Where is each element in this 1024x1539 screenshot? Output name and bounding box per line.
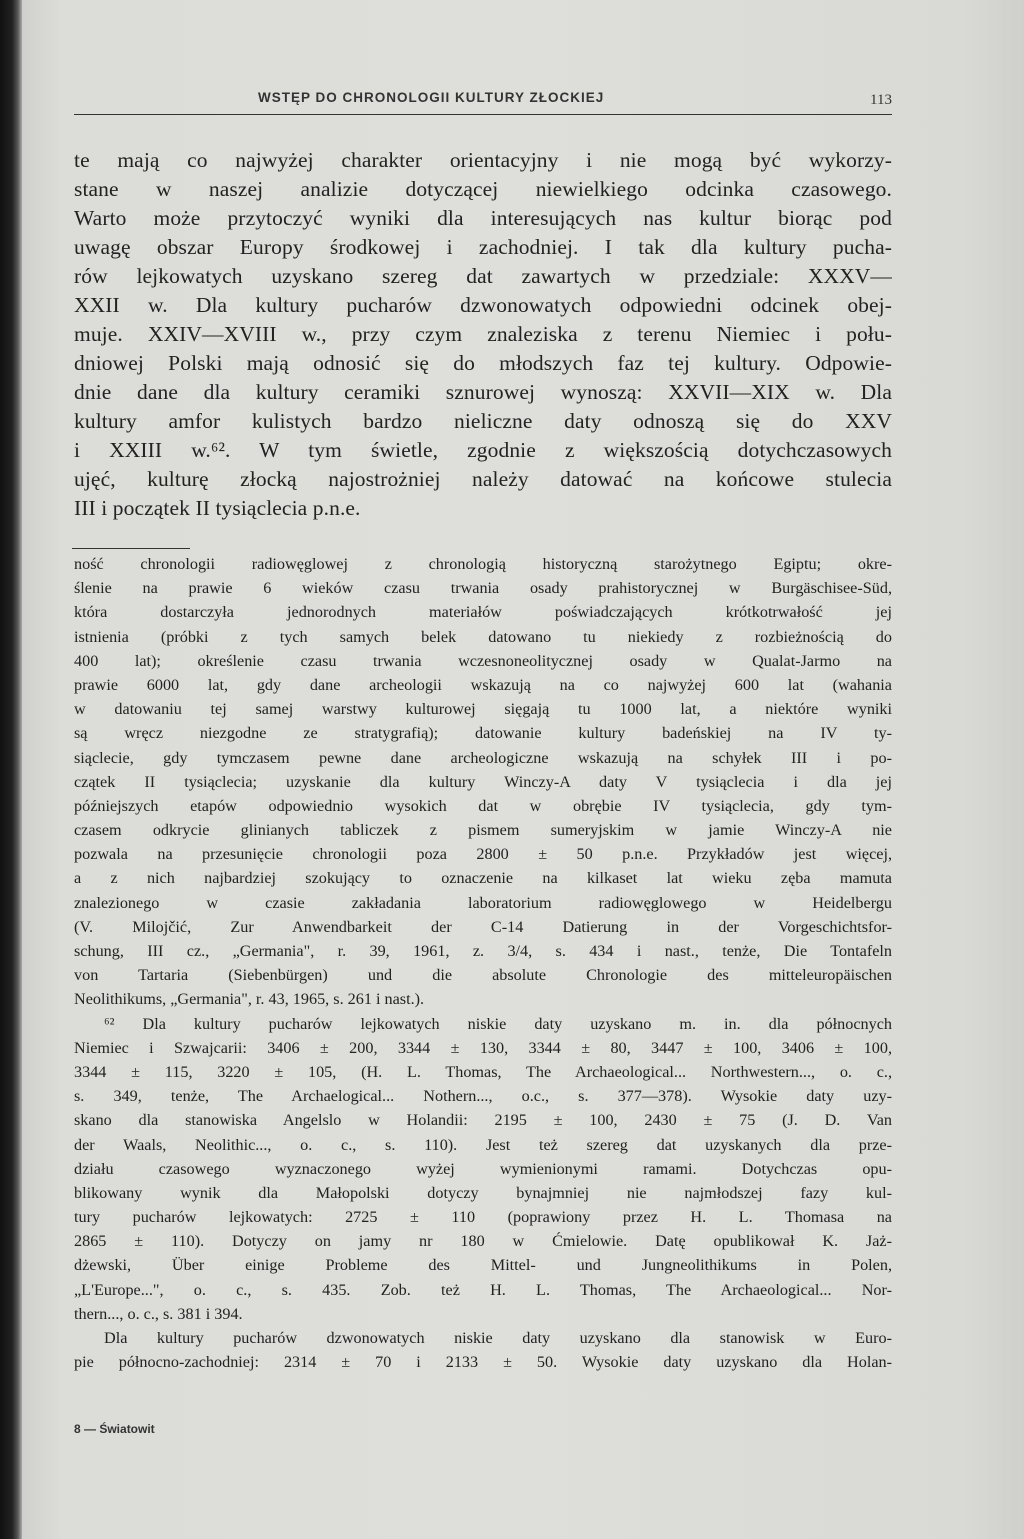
footnote-line: blikowany wynik dla Małopolski dotyczy bynajmniej nie najmłodszej fazy kul-	[74, 1183, 892, 1202]
footnote-line: schung, III cz., „Germania", r. 39, 1961, z. 3/4, s. 434 i nast., tenże, Die Tontafeln	[74, 942, 892, 960]
footnote-line: 2865 ± 110). Dotyczy on jamy nr 180 w Ćmielowie. Datę opublikował K. Jaż-	[74, 1232, 892, 1251]
footnote-line: późniejszych etapów odpowiednio wysokich dat w obrębie IV tysiąclecia, gdy tym-	[74, 796, 892, 815]
footnote-line: Neolithikums, „Germania", r. 43, 1965, s. 261 i nast.).	[74, 990, 425, 1009]
main-text-line: te mają co najwyżej charakter orientacyjny i nie mogą być wykorzy-	[74, 148, 892, 172]
footnote-line: która dostarczyła jednorodnych materiałów poświadczających krótkotrwałość jej	[74, 603, 892, 622]
footnote-line: znalezionego w czasie zakładania laboratorium radiowęglowego w Heidelbergu	[74, 893, 892, 912]
footnote-line: czasem odkrycie glinianych tabliczek z pismem sumeryjskim w jamie Winczy-A nie	[74, 821, 892, 840]
main-text	[74, 146, 892, 523]
main-text-line: dniowej Polski mają odnosić się do młodszych faz tej kultury. Odpowie-	[74, 351, 892, 375]
footnote-line: siąclecie, gdy tymczasem pewne dane archeologiczne wskazują na schyłek III i po-	[74, 748, 892, 767]
footnote-line: a z nich najbardziej szokujący to oznaczenie na kilkaset lat wieku zęba mamuta	[74, 869, 892, 888]
book-binding-edge	[0, 0, 22, 1539]
footnote-line: pie północno-zachodniej: 2314 ± 70 i 2133 ± 50. Wysokie daty uzyskano dla Holan-	[74, 1353, 892, 1372]
main-text-line: stane w naszej analizie dotyczącej niewielkiego odcinka czasowego.	[74, 177, 892, 201]
footnote-line: działu czasowego wyznaczonego wyżej wymienionymi ramami. Dotychczas opu-	[74, 1159, 892, 1178]
footnote-line: prawie 6000 lat, gdy dane archeologii wskazują na co najwyżej 600 lat (wahania	[74, 675, 892, 694]
footnote-line: istnienia (próbki z tych samych belek datowano tu niekiedy z rozbieżnością do	[74, 627, 892, 646]
footnote-line: Niemiec i Szwajcarii: 3406 ± 200, 3344 ± 130, 3344 ± 80, 3447 ± 100, 3406 ± 100,	[74, 1038, 892, 1057]
footnote-line: ślenie na prawie 6 wieków czasu trwania osady prahistorycznej w Burgäschisee-Süd,	[74, 579, 892, 598]
footnote-separator	[72, 548, 190, 549]
signature-mark: 8 — Światowit	[74, 1422, 155, 1436]
footnote-line: tury pucharów lejkowatych: 2725 ± 110 (poprawiony przez H. L. Thomasa na	[74, 1208, 892, 1227]
footnote-line: von Tartaria (Siebenbürgen) und die absolute Chronologie des mitteleuropäischen	[74, 966, 892, 985]
footnote-line: thern..., o. c., s. 381 i 394.	[74, 1304, 243, 1323]
footnote-line: skano dla stanowiska Angelslo w Holandii: 2195 ± 100, 2430 ± 75 (J. D. Van	[74, 1111, 892, 1130]
footnote-line: 3344 ± 115, 3220 ± 105, (H. L. Thomas, The Archaeological... Northwestern..., o. c.,	[74, 1062, 892, 1081]
footnote-line: czątek II tysiąclecia; uzyskanie dla kultury Winczy-A daty V tysiąclecia i dla jej	[74, 772, 892, 791]
footnote-line: Dla kultury pucharów dzwonowatych niskie daty uzyskano dla stanowisk w Euro-	[104, 1329, 892, 1347]
main-text-line: uwagę obszar Europy środkowej i zachodniej. I tak dla kultury pucha-	[74, 235, 892, 259]
main-text-line: muje. XXIV—XVIII w., przy czym znaleziska z terenu Niemiec i połu-	[74, 322, 892, 346]
main-text-line: ujęć, kulturę złocką najostrożniej należy datować na końcowe stulecia	[74, 467, 892, 491]
running-header	[74, 86, 892, 115]
footnote-line: der Waals, Neolithic..., o. c., s. 110). Jest też szereg dat uzyskanych dla prze-	[74, 1135, 892, 1154]
main-text-line: Warto może przytoczyć wyniki dla interesujących nas kultur biorąc pod	[74, 206, 892, 230]
page-number: 113	[870, 92, 892, 108]
main-text-line: kultury amfor kulistych bardzo nieliczne daty odnoszą się do XXV	[74, 409, 892, 433]
main-text-line: i XXIII w.⁶². W tym świetle, zgodnie z większością dotychczasowych	[74, 438, 892, 462]
footnote-line: pozwala na przesunięcie chronologii poza 2800 ± 50 p.n.e. Przykładów jest więcej,	[74, 845, 892, 864]
footnote-line: „L'Europe...", o. c., s. 435. Zob. też H. L. Thomas, The Archaeological... Nor-	[74, 1280, 892, 1299]
main-text-line: XXII w. Dla kultury pucharów dzwonowatych odpowiedni odcinek obej-	[74, 293, 892, 317]
footnote-line: w datowaniu tej samej warstwy kulturowej sięgają tu 1000 lat, a niektóre wyniki	[74, 700, 892, 719]
header-title: WSTĘP DO CHRONOLOGII KULTURY ZŁOCKIEJ	[258, 90, 605, 105]
footnote-line: dżewski, Über einige Probleme des Mittel- und Jungneolithikums in Polen,	[74, 1256, 892, 1275]
footnote-line: 400 lat); określenie czasu trwania wczesnoneolitycznej osady w Qualat-Jarmo na	[74, 651, 892, 670]
main-text-line: rów lejkowatych uzyskano szereg dat zawartych w przedziale: XXXV—	[74, 264, 892, 288]
footnote-line: ność chronologii radiowęglowej z chronologią historyczną starożytnego Egiptu; okre-	[74, 555, 892, 573]
footnotes	[74, 552, 892, 1374]
footnote-line: są wręcz niezgodne ze stratygrafią); datowanie kultury badeńskiej na IV ty-	[74, 724, 892, 743]
footnote-line: ⁶² Dla kultury pucharów lejkowatych niskie daty uzyskano m. in. dla północnych	[104, 1014, 892, 1033]
footnote-line: s. 349, tenże, The Archaelogical... Nothern..., o.c., s. 377—378). Wysokie daty uzy-	[74, 1087, 892, 1106]
footnote-line: (V. Milojčić, Zur Anwendbarkeit der C-14 Datierung in der Vorgeschichtsfor-	[74, 917, 892, 936]
main-text-line: dnie dane dla kultury ceramiki sznurowej wynoszą: XXVII—XIX w. Dla	[74, 380, 892, 404]
main-text-line: III i początek II tysiąclecia p.n.e.	[74, 496, 361, 520]
